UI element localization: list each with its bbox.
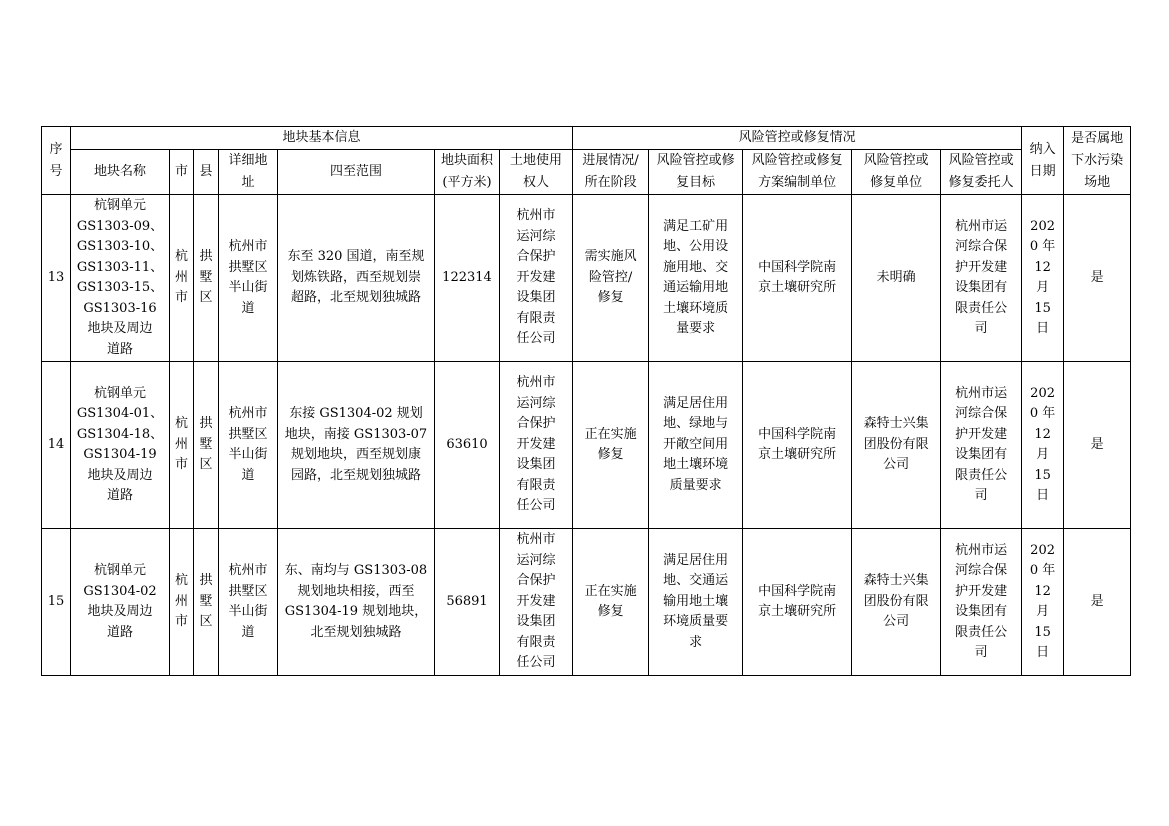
cell-repair-unit: 森特士兴集 团股份有限 公司 [852, 362, 941, 529]
cell-county: 拱 墅 区 [194, 529, 219, 676]
header-group-risk-control: 风险管控或修复情况 [573, 127, 1022, 150]
header-name: 地块名称 [71, 150, 170, 195]
cell-groundwater: 是 [1064, 195, 1131, 362]
cell-city: 杭 州 市 [170, 362, 194, 529]
header-county: 县 [194, 150, 219, 195]
cell-name: 杭钢单元 GS1304-01、 GS1304-18、 GS1304-19 地块及周边 道路 [71, 362, 170, 529]
cell-progress: 正在实施 修复 [573, 529, 649, 676]
cell-target: 满足工矿用 地、公用设 施用地、交 通运输用地 土壤环境质 量要求 [649, 195, 743, 362]
header-included-date: 纳入 日期 [1022, 127, 1064, 195]
cell-seq: 15 [42, 529, 71, 676]
cell-progress: 需实施风 险管控/ 修复 [573, 195, 649, 362]
cell-name: 杭钢单元 GS1304-02 地块及周边 道路 [71, 529, 170, 676]
header-boundary: 四至范围 [278, 150, 435, 195]
header-group-basic-info: 地块基本信息 [71, 127, 573, 150]
cell-client: 杭州市运 河综合保 护开发建 设集团有 限责任公 司 [941, 195, 1022, 362]
header-row-2 [42, 150, 1131, 195]
cell-boundary: 东至 320 国道，南至规 划炼铁路，西至规划崇 超路，北至规划独城路 [278, 195, 435, 362]
header-progress: 进展情况/ 所在阶段 [573, 150, 649, 195]
header-seq: 序 号 [42, 127, 71, 195]
cell-target: 满足居住用 地、绿地与 开敞空间用 地土壤环境 质量要求 [649, 362, 743, 529]
header-owner: 土地使用 权人 [500, 150, 573, 195]
header-repair-unit: 风险管控或 修复单位 [852, 150, 941, 195]
cell-boundary: 东、南均与 GS1303-08 规划地块相接，西至 GS1304-19 规划地块， 北至规划独城路 [278, 529, 435, 676]
cell-seq: 13 [42, 195, 71, 362]
cell-date: 202 0 年 12 月 15 日 [1022, 529, 1064, 676]
cell-area: 56891 [435, 529, 500, 676]
cell-groundwater: 是 [1064, 529, 1131, 676]
cell-boundary: 东接 GS1304-02 规划 地块，南接 GS1303-07 规划地块，西至规划康 园路，北至规划独城路 [278, 362, 435, 529]
cell-county: 拱 墅 区 [194, 195, 219, 362]
cell-target: 满足居住用 地、交通运 输用地土壤 环境质量要 求 [649, 529, 743, 676]
cell-address: 杭州市 拱墅区 半山街 道 [219, 195, 278, 362]
cell-address: 杭州市 拱墅区 半山街 道 [219, 362, 278, 529]
cell-client: 杭州市运 河综合保 护开发建 设集团有 限责任公 司 [941, 362, 1022, 529]
table-row [42, 529, 1131, 676]
cell-owner: 杭州市 运河综 合保护 开发建 设集团 有限责 任公司 [500, 362, 573, 529]
cell-progress: 正在实施 修复 [573, 362, 649, 529]
cell-client: 杭州市运 河综合保 护开发建 设集团有 限责任公 司 [941, 529, 1022, 676]
header-client: 风险管控或 修复委托人 [941, 150, 1022, 195]
header-row-1 [42, 127, 1131, 150]
site-remediation-table [41, 126, 1131, 676]
cell-owner: 杭州市 运河综 合保护 开发建 设集团 有限责 任公司 [500, 529, 573, 676]
cell-name: 杭钢单元 GS1303-09、 GS1303-10、 GS1303-11、 GS1303-15、 GS1303-16 地块及周边 道路 [71, 195, 170, 362]
cell-county: 拱 墅 区 [194, 362, 219, 529]
cell-plan-unit: 中国科学院南 京土壤研究所 [743, 529, 852, 676]
table-row [42, 362, 1131, 529]
header-city: 市 [170, 150, 194, 195]
cell-groundwater: 是 [1064, 362, 1131, 529]
header-groundwater: 是否属地 下水污染 场地 [1064, 127, 1131, 195]
cell-seq: 14 [42, 362, 71, 529]
header-address: 详细地 址 [219, 150, 278, 195]
header-target: 风险管控或修 复目标 [649, 150, 743, 195]
table-row [42, 195, 1131, 362]
cell-city: 杭 州 市 [170, 529, 194, 676]
header-area: 地块面积 (平方米) [435, 150, 500, 195]
cell-repair-unit: 森特士兴集 团股份有限 公司 [852, 529, 941, 676]
cell-date: 202 0 年 12 月 15 日 [1022, 195, 1064, 362]
cell-plan-unit: 中国科学院南 京土壤研究所 [743, 195, 852, 362]
cell-repair-unit: 未明确 [852, 195, 941, 362]
header-plan-unit: 风险管控或修复 方案编制单位 [743, 150, 852, 195]
cell-plan-unit: 中国科学院南 京土壤研究所 [743, 362, 852, 529]
cell-owner: 杭州市 运河综 合保护 开发建 设集团 有限责 任公司 [500, 195, 573, 362]
cell-area: 63610 [435, 362, 500, 529]
cell-city: 杭 州 市 [170, 195, 194, 362]
cell-area: 122314 [435, 195, 500, 362]
cell-date: 202 0 年 12 月 15 日 [1022, 362, 1064, 529]
cell-address: 杭州市 拱墅区 半山街 道 [219, 529, 278, 676]
